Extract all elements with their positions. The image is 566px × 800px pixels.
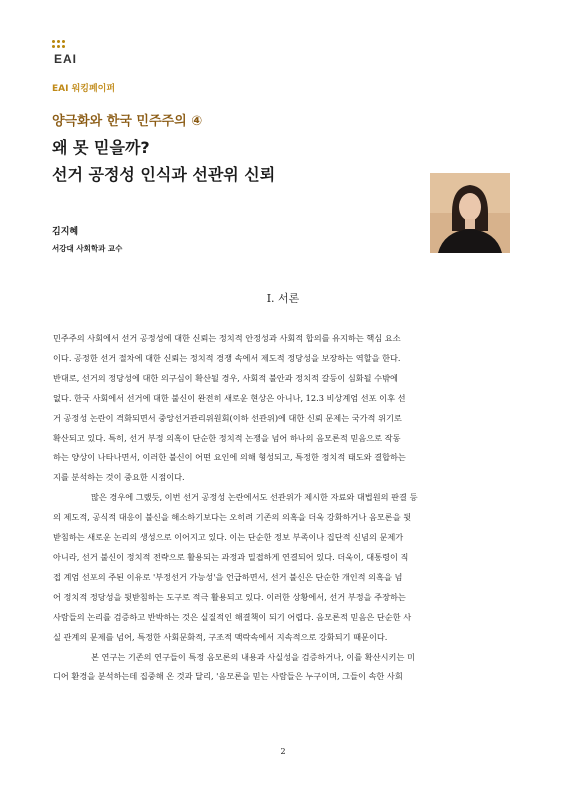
paper-title-line1: 왜 못 믿을까? [52,138,150,157]
page-number: 2 [280,747,286,756]
text-line: 사람들의 논리를 검증하고 반박하는 것은 실질적인 해결책이 되기 어렵다. 음모론적 믿음은 단순한 사 [53,611,412,622]
paragraph-3 [53,648,513,688]
paragraph-2 [53,488,513,647]
body-text [53,329,513,687]
author-affiliation: 서강대 사회학과 교수 [52,244,123,253]
text-line: 아니라, 선거 불신이 정치적 전략으로 활용되는 과정과 밀접하게 연결되어 있다. 더욱이, 대통령이 직 [53,551,409,562]
text-line: 본 연구는 기존의 연구들이 특정 음모론의 내용과 사실성을 검증하거나, 이를 확산시키는 미 [91,651,415,662]
text-line: 지를 분석하는 것이 중요한 시점이다. [53,472,185,483]
text-line: 확산되고 있다. 특히, 선거 부정 의혹이 단순한 정치적 논쟁을 넘어 하나의 음모론적 믿음으로 작동 [53,432,401,443]
paper-title-line2: 선거 공정성 인식과 선관위 신뢰 [52,165,276,184]
text-line: 의 제도적, 공식적 대응이 불신을 해소하기보다는 오히려 기존의 의혹을 더욱 강화하거나 음모론을 뒷 [53,512,412,523]
text-line: 받침하는 새로운 논리의 생성으로 이어지고 있다. 이는 단순한 정보 부족이나 집단적 신념의 문제가 [53,532,404,543]
author-name: 김지혜 [52,227,79,237]
text-line: 하는 양상이 나타나면서, 이러한 불신이 어떤 요인에 의해 형성되고, 특정한 정치적 태도와 결합하는 [53,452,406,463]
logo-text: EAI [54,52,78,66]
paragraph-1 [53,329,513,488]
text-line: 디어 환경을 분석하는데 집중해 온 것과 달리, '음모론을 믿는 사람들은 누구이며, 그들이 속한 사회 [53,671,403,682]
paper-subtitle: 양극화와 한국 민주주의 ④ [52,114,203,129]
text-line: 실 관계의 문제를 넘어, 특정한 사회문화적, 구조적 맥락속에서 지속적으로 강화되기 때문이다. [53,631,388,642]
text-line: 없다. 한국 사회에서 선거에 대한 불신이 완전히 새로운 현상은 아니나, 12.3 비상계엄 선포 이후 선 [53,392,406,403]
text-line: 민주주의 사회에서 선거 공정성에 대한 신뢰는 정치적 안정성과 사회적 합의를 유지하는 핵심 요소 [53,333,401,343]
text-line: 접 계엄 선포의 주된 이유로 '부정선거 가능성'을 언급하면서, 선거 불신은 단순한 개인적 의혹을 넘 [53,571,403,582]
text-line: 반대로, 선거의 정당성에 대한 의구심이 확산될 경우, 사회적 불안과 정치적 갈등이 심화될 수밖에 [53,372,398,383]
text-line: 어 정치적 정당성을 뒷받침하는 도구로 적극 활용되고 있다. 이러한 상황에서, 선거 부정을 주장하는 [53,591,406,602]
text-line: 거 공정성 논란이 격화되면서 중앙선거관리위원회(이하 선관위)에 대한 신뢰 문제는 국가적 위기로 [53,412,402,423]
eai-logo [52,40,112,70]
section-heading: I. 서론 [266,292,300,305]
text-line: 이다. 공정한 선거 절차에 대한 신뢰는 정치적 경쟁 속에서 제도적 정당성을 보장하는 역할을 한다. [53,352,401,363]
series-label: EAI 워킹페이퍼 [52,84,116,94]
author-photo [430,173,510,253]
text-line: 많은 경우에 그랬듯, 이번 선거 공정성 논란에서도 선관위가 제시한 자료와 대법원의 판결 등 [91,492,418,503]
